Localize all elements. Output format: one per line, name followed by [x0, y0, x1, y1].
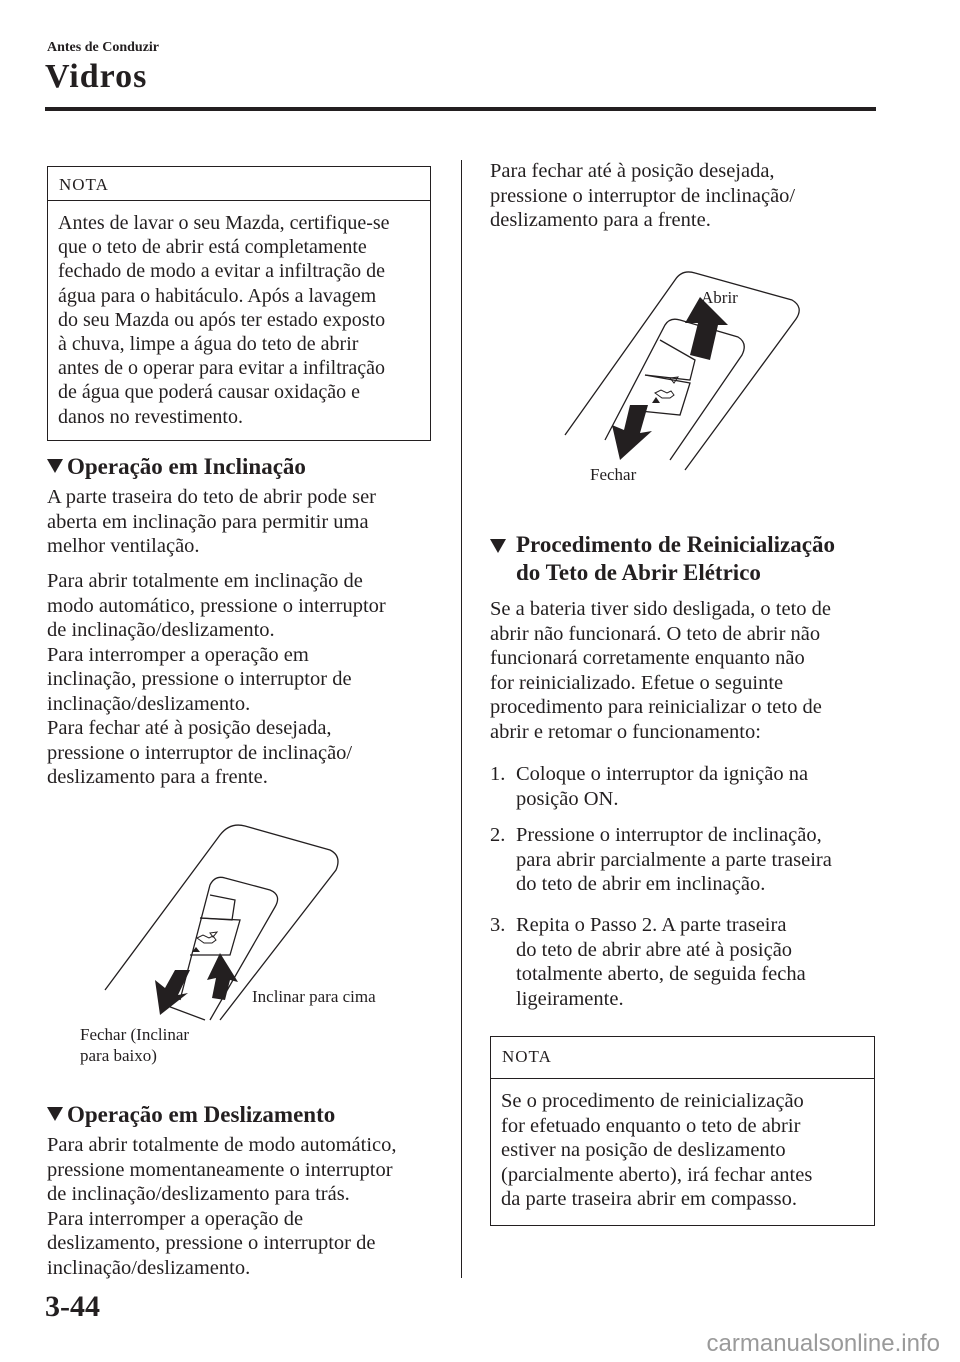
triangle-bullet-icon: [47, 459, 63, 473]
list-item: 1. Coloque o interruptor da ignição na posição ON.: [490, 763, 809, 810]
paragraph: Para fechar até à posição desejada, pressione o interruptor de inclinação/ deslizamento para a frente.: [490, 160, 796, 232]
column-divider: [461, 160, 462, 1278]
note-body: Antes de lavar o seu Mazda, certifique-se que o teto de abrir está completamente fechado de modo a evitar a infiltração de água para o habitáculo. Após a lavagem do seu Mazda ou após ter estado exposto à chuva, limpe a água do teto de abrir antes de o operar para evitar a infiltração de água que poderá causar oxidação e danos no revestimento.: [58, 212, 390, 428]
paragraph: A parte traseira do teto de abrir pode ser aberta em inclinação para permitir uma melhor ventilação.: [47, 486, 377, 558]
triangle-bullet-icon: [47, 1107, 63, 1121]
figure-label-close: Fechar: [590, 465, 637, 484]
paragraph: Para abrir totalmente em inclinação de modo automático, pressione o interruptor de inclinação/deslizamento. Para interromper a operação em inclinação, pressione o interruptor de inclinação/deslizamento.: [47, 570, 386, 715]
figure-label-tilt-down: Fechar (Inclinar para baixo): [80, 1025, 190, 1065]
note-box: [47, 166, 431, 441]
note-body: Se o procedimento de reinicialização for efetuado enquanto o teto de abrir estiver na posição de deslizamento (parcialmente aberto), irá fechar antes da parte traseira abrir em compasso.: [501, 1090, 813, 1211]
note-box: [490, 1036, 875, 1226]
paragraph: Se a bateria tiver sido desligada, o teto de abrir não funcionará. O teto de abrir não funcionará corretamente enquanto não for reinicializado. Efetue o seguinte procedimento para reinicializar o teto de abrir e retomar o funcionamento:: [490, 598, 831, 743]
reset-heading: Procedimento de Reinicialização do Teto de Abrir Elétrico: [490, 531, 835, 587]
page-title: Vidros: [45, 58, 148, 95]
note-title: NOTA: [491, 1037, 874, 1079]
figure-label-open: Abrir: [701, 288, 738, 307]
section-label: Antes de Conduzir: [47, 40, 160, 55]
slide-heading: Operação em Deslizamento: [47, 1101, 335, 1129]
note-title: NOTA: [48, 167, 430, 201]
paragraph: Para abrir totalmente de modo automático, pressione momentaneamente o interruptor de inclinação/deslizamento para trás. Para interromper a operação de deslizamento, pressione o interruptor de inclinação/deslizamento.: [47, 1134, 397, 1279]
triangle-bullet-icon: [490, 539, 506, 553]
paragraph: Para fechar até à posição desejada, pressione o interruptor de inclinação/ deslizamento para a frente.: [47, 717, 353, 789]
figure-label-tilt-up: Inclinar para cima: [252, 987, 376, 1006]
list-item: 3. Repita o Passo 2. A parte traseira do teto de abrir abre até à posição totalmente aberto, de seguida fecha ligeiramente.: [490, 914, 806, 1010]
header-rule: [45, 107, 876, 111]
list-item: 2. Pressione o interruptor de inclinação, para abrir parcialmente a parte traseira do teto de abrir em inclinação.: [490, 824, 832, 896]
page-number: 3-44: [45, 1290, 100, 1323]
slide-switch-illustration: [560, 265, 810, 485]
watermark: carmanualsonline.info: [706, 1330, 940, 1357]
tilt-heading: Operação em Inclinação: [47, 453, 306, 481]
